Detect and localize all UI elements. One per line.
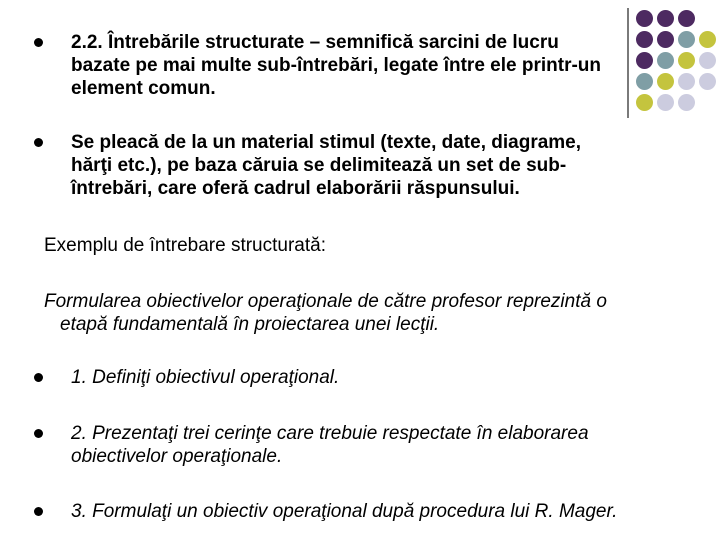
decoration-dot [678, 31, 695, 48]
decoration-dot [636, 94, 653, 111]
decoration-dot [657, 94, 674, 111]
decoration-dot [699, 31, 716, 48]
decoration-dot [678, 94, 695, 111]
decoration-dot [678, 73, 695, 90]
decoration-dot [657, 52, 674, 69]
task-item-1 [71, 366, 339, 389]
bullet-item-2-line-1: Se pleacă de la un material stimul (texte, date, diagrame, [71, 132, 582, 153]
bullet-item-1-line-3: element comun. [71, 78, 216, 99]
decoration-dot [678, 10, 695, 27]
decoration-dot [636, 52, 653, 69]
statement-line-2: etapă fundamentală în proiectarea unei lecţii. [60, 314, 440, 335]
bullet-item-1-line-2: bazate pe mai multe sub-întrebări, legate între ele printr-un [71, 55, 601, 76]
task-item-3-line-1: 3. Formulaţi un obiectiv operaţional după procedura lui R. Mager. [71, 501, 618, 522]
bullet-item-2 [71, 131, 581, 200]
decoration-dot [657, 73, 674, 90]
bullet-icon [34, 507, 43, 516]
decoration-dot [636, 73, 653, 90]
bullet-item-2-line-2: hărţi etc.), pe baza căruia se delimitează un set de sub- [71, 155, 567, 176]
bullet-item-1 [71, 31, 601, 100]
statement-paragraph [44, 290, 607, 336]
decoration-dot [699, 73, 716, 90]
task-item-2-line-2: obiectivelor operaţionale. [71, 446, 283, 467]
statement-line-1: Formularea obiectivelor operaţionale de către profesor reprezintă o [44, 291, 607, 312]
task-item-1-line-1: 1. Definiţi obiectivul operaţional. [71, 367, 340, 388]
bullet-icon [34, 38, 43, 47]
dot-grid-decoration [628, 0, 720, 120]
bullet-item-1-line-1: 2.2. Întrebările structurate – semnifică sarcini de lucru [71, 32, 559, 53]
task-item-2 [71, 422, 589, 468]
decoration-dot [657, 31, 674, 48]
decoration-dot [678, 52, 695, 69]
decoration-dot [657, 10, 674, 27]
bullet-icon [34, 138, 43, 147]
task-item-3 [71, 500, 617, 523]
decoration-dot [636, 31, 653, 48]
example-heading: Exemplu de întrebare structurată: [44, 235, 326, 256]
bullet-icon [34, 373, 43, 382]
task-item-2-line-1: 2. Prezentaţi trei cerinţe care trebuie respectate în elaborarea [71, 423, 589, 444]
bullet-item-2-line-3: întrebări, care oferă cadrul elaborării răspunsului. [71, 178, 520, 199]
decoration-dot [699, 52, 716, 69]
bullet-icon [34, 429, 43, 438]
decoration-dot [636, 10, 653, 27]
